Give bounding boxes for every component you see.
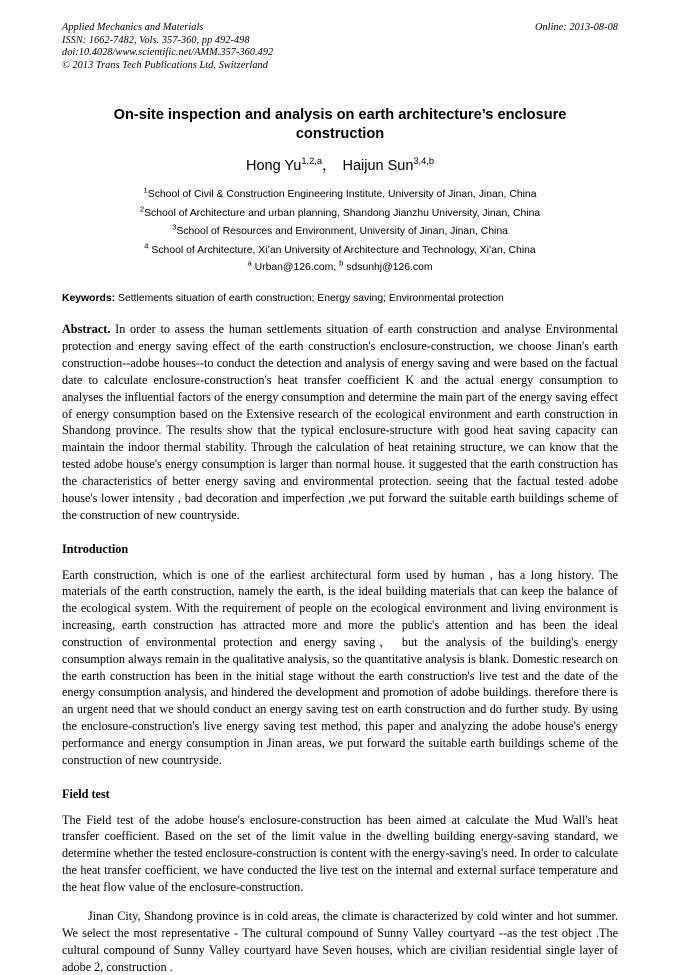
email-marker-b: b [339, 258, 344, 268]
affiliation-text-1: School of Civil & Construction Engineering Institute, University of Jinan, Jinan, China [147, 189, 537, 201]
abstract-text: In order to assess the human settlements situation of earth construction and analyse Environmental protection and energy saving effect of the earth construction's enclosure-construction, we choose Jinan's earth construction--adobe houses--to conduct the detection and analysis of energy saving and were based on the factual date to calculate enclosure-construction's heat transfer coefficient K and the actual energy consumption to analyses the influential factors of the energy consumption and determine the main part of the energy saving effect of energy consumption based on the Extensive research of the ecological environment and earth construction in Shandong province. The results show that the typical enclosure-structure with good heat saving capacity can maintain the indoor thermal stability. Through the calculation of heat retaining structure, we can know that the tested adobe house's energy consumption is larger than normal house. it suggested that the earth construction has the characteristics of better energy saving and environmental protection. seeing that the factual tested adobe house's lower intensity , bad decoration and imperfection ,we put forward the suitable earth buildings scheme of the construction of new countryside. [62, 322, 618, 522]
affiliation-marker-4: 4 [144, 241, 149, 251]
keywords-label: Keywords: [62, 293, 116, 305]
email-address-b[interactable]: sdsunhj@126.com [343, 262, 433, 274]
journal-copyright: © 2013 Trans Tech Publications Ltd, Switzerland [62, 59, 268, 71]
affiliation-item-3 [62, 223, 618, 242]
keywords-line [62, 292, 618, 306]
affiliation-text-4: School of Architecture, Xi’an University of Architecture and Technology, Xi’an, China [148, 244, 536, 256]
affiliation-item-4 [62, 242, 618, 261]
affiliation-marker-3: 3 [172, 222, 177, 232]
journal-header-left [62, 22, 462, 72]
journal-header [62, 22, 618, 72]
abstract-label: Abstract. [62, 322, 111, 337]
author-name-1: Hong Yu [245, 158, 302, 175]
affiliation-marker-2: 2 [139, 204, 145, 214]
field-test-paragraph-1: The Field test of the adobe house's enclosure-construction has been aimed at calculate the Mud Wall's heat transfer coefficient. Based on the set of the limit value in the dwelling building energy-saving standard, we determine whether the tested enclosure-construction is content with the energy-saving's need. In order to calculate the heat transfer coefficient, we have conducted the live test on the internal and external surface temperature and the heat flow value of the enclosure-construction. [62, 812, 618, 894]
paper-title: On-site inspection and analysis on earth architecture’s enclosure construction [113, 107, 567, 143]
email-address-a[interactable]: Urban@126.com, [251, 262, 340, 274]
journal-name: Applied Mechanics and Materials [62, 22, 204, 33]
section-heading-field-test: Field test [62, 786, 110, 801]
author-affiliation-marker-2: 3,4,b [413, 156, 435, 167]
author-separator: ， [321, 158, 337, 175]
affiliation-item-1 [62, 186, 618, 205]
author-list [62, 157, 618, 176]
affiliation-marker-1: 1 [143, 185, 148, 195]
affiliation-text-2: School of Architecture and urban planning, Shandong Jianzhu University, Jinan, China [144, 207, 541, 219]
abstract-block [62, 321, 618, 523]
author-emails [62, 260, 618, 275]
online-publication-date: Online: 2013-08-08 [534, 22, 618, 33]
author-name-2: Haijun Sun [342, 158, 414, 175]
introduction-paragraph-1: Earth construction, which is one of the earliest architectural form used by human , has a long history. The materials of the earth construction, namely the earth, is the ideal building materials that can keep the balance of the ecological system. With the requirement of people on the ecological environment and living environment is increasing, earth construction has attracted more and more the public's attention and has been the ideal construction of environmental protection and energy saving， but the analysis of the building's energy consumption always remain in the qualitative analysis, so the quantitative analysis is blank. Domestic research on the earth construction has been in the initial stage without the earth construction's live test and the date of the energy consumption analysis, and hindered the development and promotion of adobe buildings. therefore there is an urgent need that we should conduct an energy saving test on earth construction and do further study. By using the enclosure-construction's live energy saving test method, this paper and analyzing the adobe house's energy performance and energy consumption in Jinan areas, we put forward the suitable earth buildings scheme of the construction of new countryside. [62, 567, 618, 767]
email-marker-a: a [247, 258, 252, 268]
affiliation-item-2 [62, 205, 618, 224]
keywords-text: Settlements situation of earth construction; Energy saving; Environmental protection [115, 293, 504, 305]
section-heading-introduction: Introduction [62, 541, 129, 556]
author-affiliation-marker-1: 1,2,a [301, 156, 322, 167]
journal-issn-volume: ISSN: 1662-7482, Vols. 357-360, pp 492-498 [62, 34, 250, 46]
journal-doi: doi:10.4028/www.scientific.net/AMM.357-360.492 [62, 47, 274, 59]
affiliation-list [62, 186, 618, 260]
field-test-paragraph-2: Jinan City, Shandong province is in cold areas, the climate is characterized by cold winter and hot summer. We select the most representative - The cultural compound of Sunny Valley courtyard --as the test object .The cultural compound of Sunny Valley courtyard have Seven houses, which are civilian residential single layer of adobe 2, construction . [62, 909, 618, 974]
affiliation-text-3: School of Resources and Environment, University of Jinan, Jinan, China [176, 226, 508, 238]
